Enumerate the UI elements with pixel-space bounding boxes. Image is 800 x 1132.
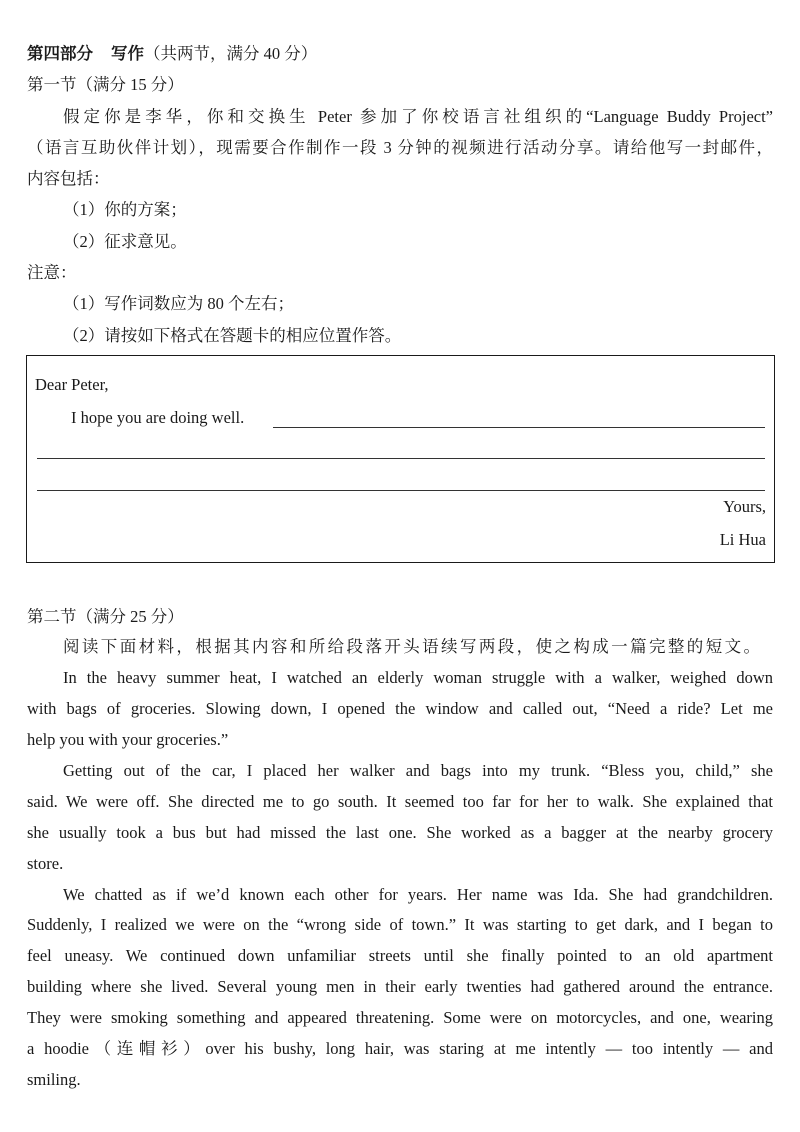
task2-instruction: 阅读下面材料，根据其内容和所给段落开头语续写两段，使之构成一篇完整的短文。 — [63, 637, 760, 657]
task1-section — [27, 38, 773, 351]
prompt-line: 内容包括： — [27, 169, 110, 189]
requirement-item: （2）征求意见。 — [63, 231, 187, 251]
notes-label: 注意： — [27, 263, 77, 283]
note-item: （1）写作词数应为 80 个左右； — [63, 294, 294, 314]
prompt-line: 假定你是李华，你和交换生 Peter 参加了你校语言社组织的“Language Buddy Project” — [63, 106, 773, 126]
passage-line: smiling. — [27, 1069, 81, 1089]
passage-line: a hoodie（连帽衫）over his bushy, long hair, was staring at me intently — too intently — and — [27, 1038, 773, 1058]
passage-line: In the heavy summer heat, I watched an elderly woman struggle with a walker, weighed down — [63, 668, 773, 688]
requirement-item: （1）你的方案； — [63, 200, 187, 220]
prompt-line: （语言互助伙伴计划），现需要合作制作一段 3 分钟的视频进行活动分享。请给他写一封邮件， — [27, 137, 773, 157]
passage-line: store. — [27, 853, 64, 873]
task2-heading: 第二节（满分 25 分） — [27, 606, 184, 626]
part-label: 第四部分 — [27, 44, 93, 63]
task1-heading: 第一节（满分 15 分） — [27, 75, 184, 95]
answer-line — [273, 427, 765, 428]
passage-line: feel uneasy. We continued down unfamiliar streets until she finally pointed to an old apartment — [27, 946, 773, 966]
passage-line: We chatted as if we’d known each other for years. Her name was Ida. She had grandchildren. — [63, 884, 773, 904]
passage-line: They were smoking something and appeared threatening. Some were on motorcycles, and one, wearing — [27, 1008, 773, 1028]
task2-section — [27, 602, 773, 1096]
section-name: 写作 — [111, 44, 144, 63]
letter-format-box — [26, 355, 775, 563]
answer-line — [37, 458, 765, 459]
letter-opening: I hope you are doing well. — [71, 408, 245, 427]
letter-signature: Li Hua — [719, 530, 766, 549]
letter-closing: Yours, — [723, 497, 766, 516]
passage-line: building where she lived. Several young men in their early twenties had gathered around the entrance. — [27, 977, 773, 997]
answer-line — [37, 490, 765, 491]
part-title — [27, 38, 773, 69]
section-note: （共两节，满分 40 分） — [144, 44, 318, 63]
passage-line: Suddenly, I realized we were on the “wrong side of town.” It was starting to get dark, and I began to — [27, 915, 773, 935]
passage-line: with bags of groceries. Slowing down, I opened the window and called out, “Need a ride? Let me — [27, 699, 773, 719]
letter-salutation: Dear Peter, — [35, 375, 109, 394]
passage-line: said. We were off. She directed me to go south. It seemed too far for her to walk. She explained that — [27, 791, 773, 811]
passage-line: she usually took a bus but had missed the last one. She worked as a bagger at the nearby grocery — [27, 822, 773, 842]
passage-line: Getting out of the car, I placed her walker and bags into my trunk. “Bless you, child,” she — [63, 760, 773, 780]
note-item: （2）请按如下格式在答题卡的相应位置作答。 — [63, 325, 402, 345]
passage-line: help you with your groceries.” — [27, 730, 229, 750]
